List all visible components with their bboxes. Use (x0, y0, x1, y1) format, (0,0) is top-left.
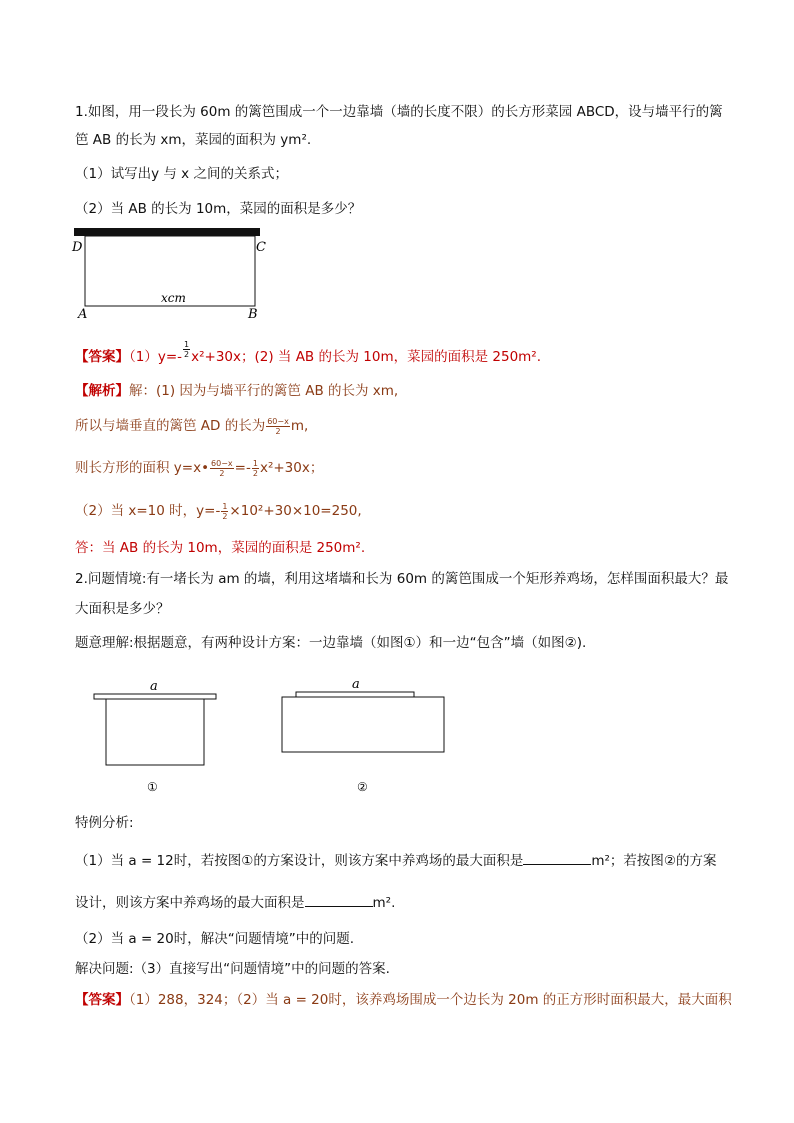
q1-rectangle-figure (66, 222, 276, 324)
q2-part3: 解决问题:（3）直接写出“问题情境”中的问题的答案. (75, 961, 390, 977)
q1-part2: （2）当 AB 的长为 10m，菜园的面积是多少？ (75, 201, 362, 217)
q1-analysis-1: 【解析】解：(1) 因为与墙平行的篱笆 AB 的长为 xm, (75, 383, 399, 399)
fig2-caption: ② (357, 780, 368, 794)
q2-line2: 大面积是多少？ (75, 601, 170, 617)
vertex-c-label: C (256, 240, 266, 255)
answer-fraction: $\frac{1}{2}$ (184, 339, 190, 359)
fraction: $\frac{1}{2}$ (252, 458, 258, 478)
q1-conclusion: 答：当 AB 的长为 10m，菜园的面积是 250m². (75, 540, 366, 556)
q1-analysis-3: 则长方形的面积 y=x• $\frac{60-x}{2}$ =- $\frac{1}{2}$ x²+30x； (75, 458, 324, 478)
q1-line2: 笆 AB 的长为 xm，菜园的面积为 ym². (75, 132, 312, 148)
q2-special: 特例分析: (75, 815, 134, 831)
q2-figures (80, 672, 460, 800)
q1-part1: （1）试写出y 与 x 之间的关系式； (75, 166, 288, 182)
fraction: $\frac{1}{2}$ (222, 501, 228, 521)
q2-part2: （2）当 a = 20时，解决“问题情境”中的问题. (75, 931, 355, 947)
fig1-rectangle (106, 699, 204, 765)
answer-tag: 【答案】 (75, 992, 129, 1008)
vertex-b-label: B (248, 307, 258, 322)
fig2-wall (296, 692, 414, 697)
q2-understanding: 题意理解:根据题意，有两种设计方案：一边靠墙（如图①）和一边“包含”墙（如图②). (75, 635, 587, 651)
q1-analysis-2: 所以与墙垂直的篱笆 AD 的长为 $\frac{60-x}{2}$ m, (75, 416, 309, 436)
answer-blank-2 (305, 892, 373, 907)
q2-answer: 【答案】（1）288，324；（2）当 a = 20时，该养鸡场围成一个边长为 20m 的正方形时面积最大，最大面积 (75, 992, 732, 1008)
q2-line1: 2.问题情境:有一堵长为 am 的墙，利用这堵墙和长为 60m 的篱笆围成一个矩形养鸡场，怎样围面积最大？最 (75, 571, 729, 587)
vertex-a-label: A (78, 307, 88, 322)
fraction: $\frac{60-x}{2}$ (211, 458, 233, 478)
q2-part1-line1: （1）当 a = 12时，若按图①的方案设计，则该方案中养鸡场的最大面积是 m²；若按图②的方案 (75, 850, 717, 871)
vertex-d-label: D (72, 240, 83, 255)
q1-analysis-4: （2）当 x=10 时，y=- $\frac{1}{2}$ ×10²+30×10=250, (75, 501, 362, 521)
analysis-tag: 【解析】 (75, 383, 129, 399)
q1-line1: 1.如图，用一段长为 60m 的篱笆围成一个一边靠墙（墙的长度不限）的长方形菜园 ABCD，设与墙平行的篱 (75, 104, 723, 120)
answer-blank-1 (523, 850, 591, 865)
q1-answer: 【答案】（1）y=- $\frac{1}{2}$ x²+30x；(2) 当 AB 的长为 10m，菜园的面积是 250m². (75, 339, 542, 365)
fraction: $\frac{60-x}{2}$ (267, 416, 289, 436)
answer-tag: 【答案】 (75, 349, 129, 365)
q2-part1-line2: 设计，则该方案中养鸡场的最大面积是 m². (75, 892, 395, 913)
fig1-wall-label: a (150, 679, 158, 694)
wall-bar (74, 228, 260, 236)
fig1-caption: ① (147, 780, 158, 794)
fig1-wall (94, 694, 216, 699)
side-xcm-label: xcm (161, 291, 186, 305)
fig2-rectangle (282, 697, 444, 752)
fig2-wall-label: a (352, 677, 360, 692)
